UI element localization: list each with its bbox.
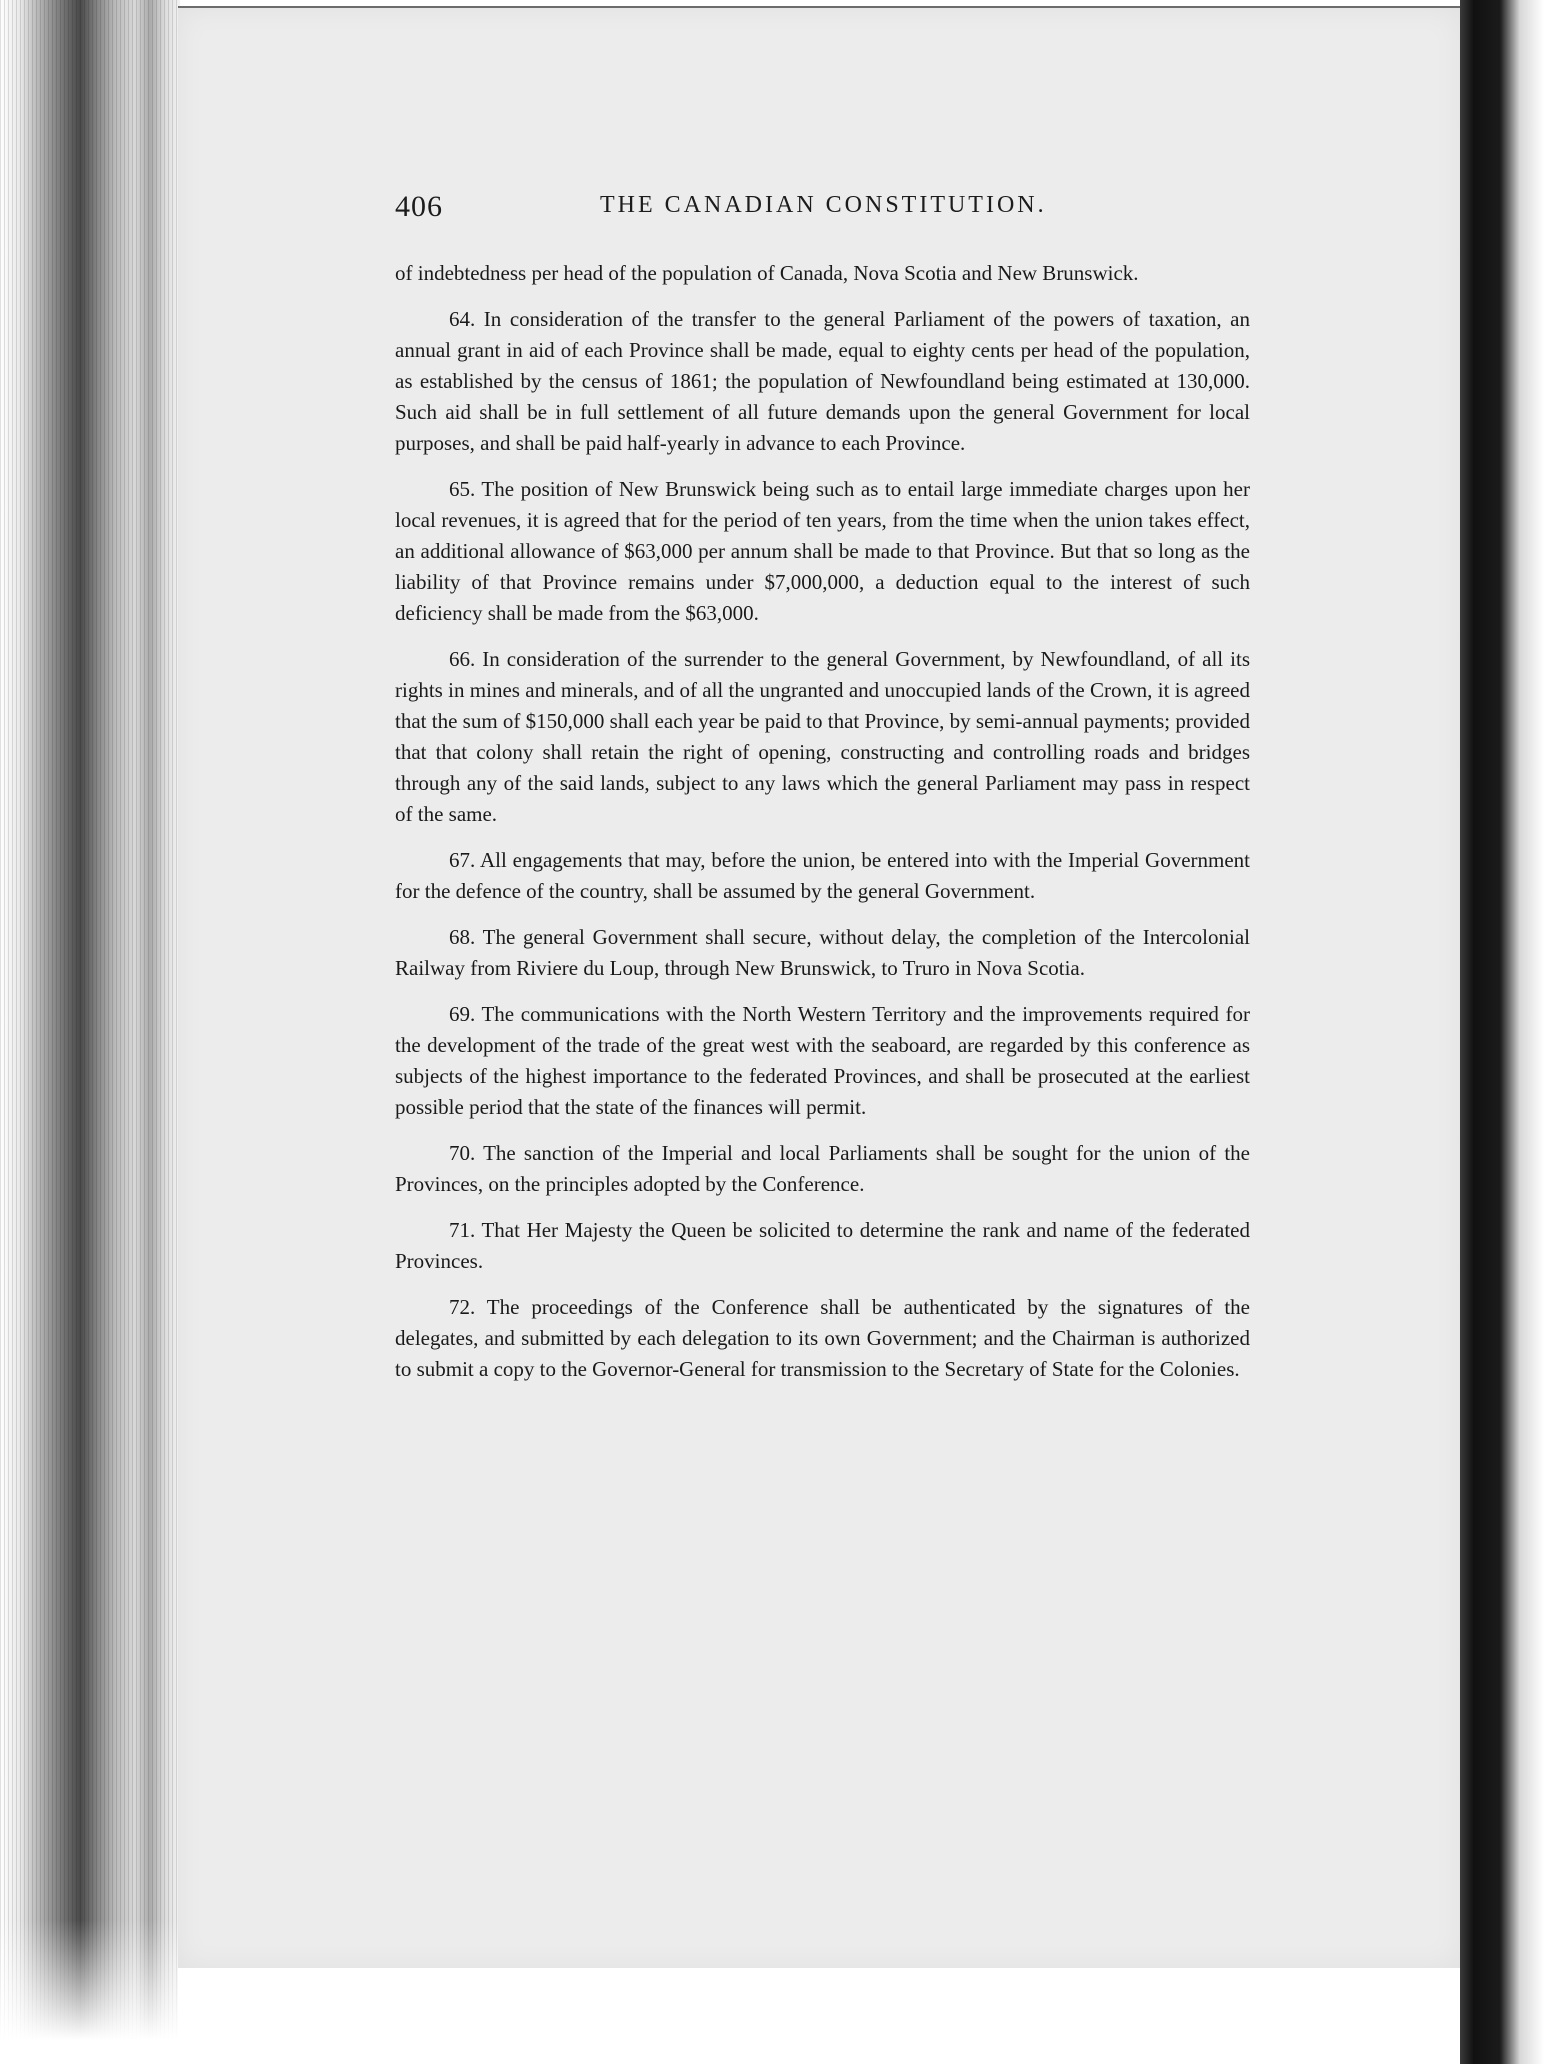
page-header: [395, 190, 1250, 232]
paragraph-69: 69. The communications with the North Western Territory and the improvements required for the development of the trade of the great west with the seaboard, are regarded by this conference as subjects of the highest importance to the federated Provinces, and shall be prosecuted at the earliest possible period that the state of the finances will permit.: [395, 1002, 1250, 1119]
paragraph-continuation: of indebtedness per head of the population of Canada, Nova Scotia and New Brunswick.: [395, 261, 1139, 285]
book-edge-fade: [0, 1920, 180, 2064]
book-page-edges: [0, 0, 180, 2064]
paragraph-68: 68. The general Government shall secure, without delay, the completion of the Intercolonial Railway from Riviere du Loup, through New Brunswick, to Truro in Nova Scotia.: [395, 925, 1250, 980]
paragraph-67: 67. All engagements that may, before the union, be entered into with the Imperial Government for the defence of the country, shall be assumed by the general Government.: [395, 848, 1250, 903]
paragraph-71: 71. That Her Majesty the Queen be solicited to determine the rank and name of the federated Provinces.: [395, 1218, 1250, 1273]
page-number: 406: [395, 190, 443, 223]
paragraph-65: 65. The position of New Brunswick being such as to entail large immediate charges upon her local revenues, it is agreed that for the period of ten years, from the time when the union takes effect, an additional allowance of $63,000 per annum shall be made to that Province. But that so long as the liability of that Province remains under $7,000,000, a deduction equal to the interest of such deficiency shall be made from the $63,000.: [395, 477, 1250, 625]
paragraph-64: 64. In consideration of the transfer to the general Parliament of the powers of taxation, an annual grant in aid of each Province shall be made, equal to eighty cents per head of the population, as established by the census of 1861; the population of Newfoundland being estimated at 130,000. Such aid shall be in full settlement of all future demands upon the general Government for local purposes, and shall be paid half-yearly in advance to each Province.: [395, 307, 1250, 455]
paragraph-72: 72. The proceedings of the Conference shall be authenticated by the signatures of the delegates, and submitted by each delegation to its own Government; and the Chairman is authorized to submit a copy to the Governor-General for transmission to the Secretary of State for the Colonies.: [395, 1295, 1250, 1381]
paragraph-66: 66. In consideration of the surrender to the general Government, by Newfoundland, of all its rights in mines and minerals, and of all the ungranted and unoccupied lands of the Crown, it is agreed that the sum of $150,000 shall each year be paid to that Province, by semi-annual payments; provided that that colony shall retain the right of opening, constructing and controlling roads and bridges through any of the said lands, subject to any laws which the general Parliament may pass in respect of the same.: [395, 647, 1250, 826]
running-title: THE CANADIAN CONSTITUTION.: [600, 192, 1047, 218]
next-page-edge: [1460, 0, 1544, 2064]
paragraph-70: 70. The sanction of the Imperial and local Parliaments shall be sought for the union of the Provinces, on the principles adopted by the Conference.: [395, 1141, 1250, 1196]
page-bottom-margin: [178, 1968, 1460, 2064]
page-body: [395, 258, 1250, 1400]
